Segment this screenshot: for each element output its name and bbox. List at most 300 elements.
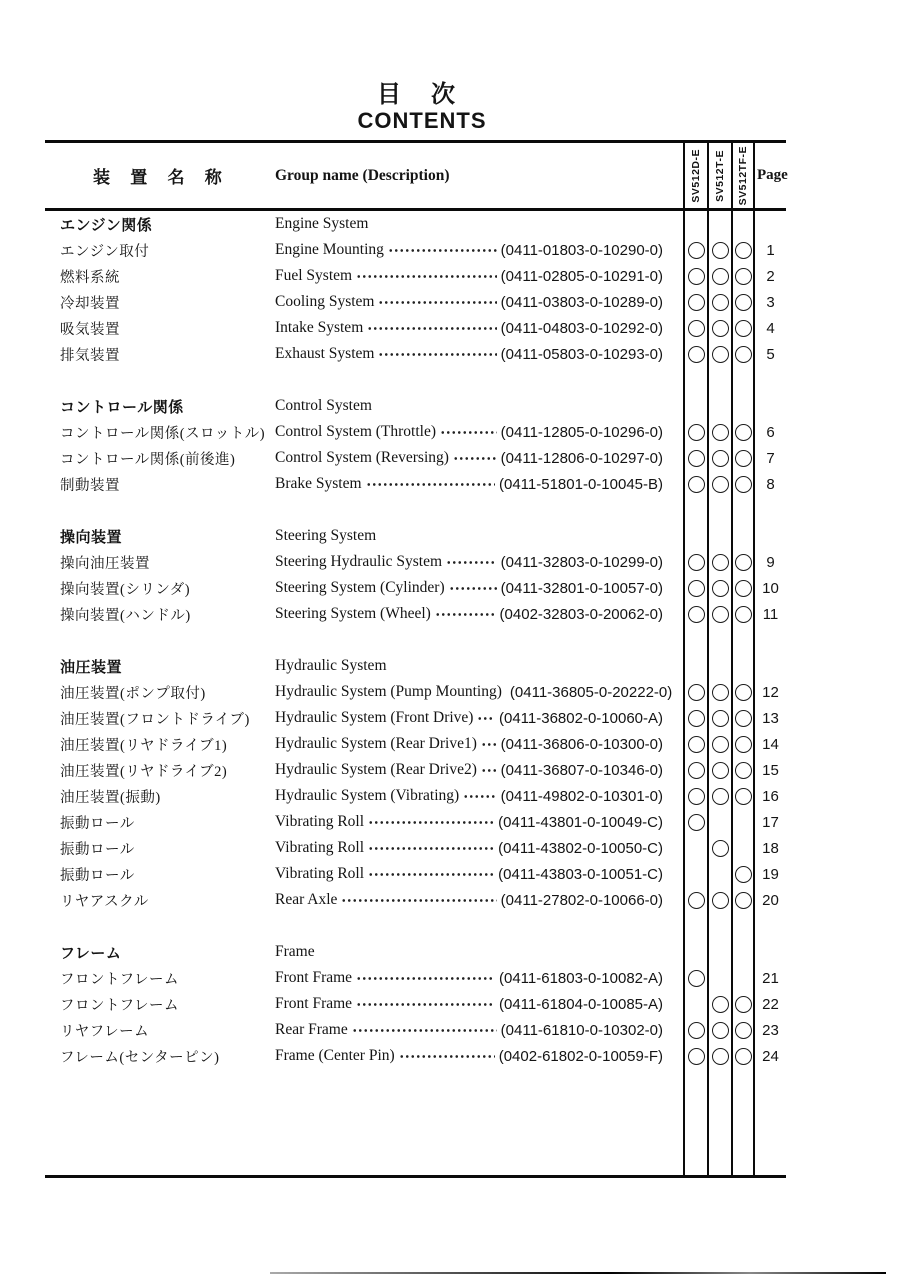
table-row — [45, 757, 786, 783]
row-group-name-en: Hydraulic System (Front Drive) — [275, 709, 474, 726]
row-part-number: (0411-05803-0-10293-0) — [500, 345, 663, 363]
model-mark-cell — [731, 679, 755, 705]
row-part-number: (0411-61803-0-10082-A) — [499, 969, 663, 987]
model-mark-cell — [683, 471, 707, 497]
row-page-number: 20 — [762, 891, 779, 909]
model-mark-cell — [683, 211, 707, 237]
model-mark-cell — [683, 1043, 707, 1069]
dotted-leader — [399, 1053, 495, 1060]
page-title — [262, 82, 582, 133]
applicable-circle-icon — [688, 736, 705, 753]
applicable-circle-icon — [735, 736, 752, 753]
table-row — [45, 289, 786, 315]
model-mark-cell — [731, 1069, 755, 1175]
row-page-number: 3 — [766, 293, 775, 311]
model-mark-cell — [683, 627, 707, 653]
row-part-number: (0411-36802-0-10060-A) — [499, 709, 663, 727]
row-group-name-jp: 操向油圧装置 — [60, 555, 150, 572]
row-part-number: (0402-32803-0-20062-0) — [499, 605, 663, 623]
model-mark-cell — [731, 705, 755, 731]
model-mark-cell — [683, 445, 707, 471]
table-row — [45, 965, 786, 991]
section-name-en: Steering System — [275, 527, 377, 544]
model-mark-cell — [731, 289, 755, 315]
applicable-circle-icon — [688, 346, 705, 363]
applicable-circle-icon — [712, 1022, 729, 1039]
section-gap-row — [45, 627, 786, 653]
column-header-group-name-en: Group name (Description) — [275, 166, 450, 184]
row-group-name-en: Vibrating Roll — [275, 813, 365, 830]
row-group-name-jp: 燃料系統 — [60, 269, 120, 286]
row-page-number: 1 — [766, 241, 775, 259]
row-part-number: (0411-61804-0-10085-A) — [499, 995, 663, 1013]
applicable-circle-icon — [688, 892, 705, 909]
applicable-circle-icon — [712, 476, 729, 493]
model-mark-cell — [707, 757, 731, 783]
model-mark-cell — [683, 991, 707, 1017]
table-row — [45, 263, 786, 289]
row-group-name-jp: 操向装置(シリンダ) — [60, 581, 191, 598]
dotted-leader — [341, 897, 496, 904]
row-part-number: (0411-01803-0-10290-0) — [500, 241, 663, 259]
row-group-name-en: Vibrating Roll — [275, 839, 365, 856]
row-page-number: 6 — [766, 423, 775, 441]
section-name-jp: コントロール関係 — [60, 399, 184, 416]
dotted-leader — [446, 559, 497, 566]
row-group-name-en: Hydraulic System (Rear Drive2) — [275, 761, 477, 778]
model-mark-cell — [707, 991, 731, 1017]
row-group-name-jp: 振動ロール — [60, 815, 135, 832]
model-mark-cell — [683, 679, 707, 705]
model-mark-cell — [731, 887, 755, 913]
model-mark-cell — [707, 627, 731, 653]
model-mark-cell — [707, 523, 731, 549]
row-part-number: (0411-43802-0-10050-C) — [498, 839, 663, 857]
model-mark-cell — [731, 211, 755, 237]
table-row — [45, 419, 786, 445]
table-row — [45, 991, 786, 1017]
row-group-name-jp: フロントフレーム — [60, 997, 179, 1014]
row-page-number: 23 — [762, 1021, 779, 1039]
model-mark-cell — [731, 367, 755, 393]
table-row — [45, 471, 786, 497]
section-gap-row — [45, 497, 786, 523]
applicable-circle-icon — [688, 242, 705, 259]
applicable-circle-icon — [712, 242, 729, 259]
section-name-jp: 油圧装置 — [60, 659, 123, 676]
row-part-number: (0411-49802-0-10301-0) — [500, 787, 663, 805]
model-mark-cell — [731, 497, 755, 523]
row-part-number: (0411-12806-0-10297-0) — [500, 449, 663, 467]
table-row — [45, 887, 786, 913]
model-mark-cell — [731, 523, 755, 549]
model-mark-cell — [683, 757, 707, 783]
row-part-number: (0411-27802-0-10066-0) — [500, 891, 663, 909]
model-mark-cell — [707, 1043, 731, 1069]
model-mark-cell — [683, 705, 707, 731]
row-group-name-en: Steering Hydraulic System — [275, 553, 443, 570]
model-mark-cell — [731, 809, 755, 835]
page-cell — [755, 523, 786, 549]
applicable-circle-icon — [712, 762, 729, 779]
model-mark-cell — [707, 601, 731, 627]
model-mark-cell — [731, 965, 755, 991]
section-name-jp: エンジン関係 — [60, 217, 153, 234]
model-mark-cell — [683, 315, 707, 341]
model-mark-cell — [731, 627, 755, 653]
applicable-circle-icon — [712, 320, 729, 337]
model-mark-cell — [707, 549, 731, 575]
applicable-circle-icon — [735, 1048, 752, 1065]
table-body — [45, 211, 786, 1175]
model-mark-cell — [707, 367, 731, 393]
applicable-circle-icon — [712, 684, 729, 701]
row-group-name-jp: 振動ロール — [60, 841, 135, 858]
model-mark-cell — [731, 1017, 755, 1043]
model-mark-cell — [731, 471, 755, 497]
model-mark-cell — [707, 289, 731, 315]
model-mark-cell — [731, 939, 755, 965]
applicable-circle-icon — [735, 892, 752, 909]
model-mark-cell — [683, 835, 707, 861]
row-part-number: (0411-36807-0-10346-0) — [500, 761, 663, 779]
applicable-circle-icon — [735, 606, 752, 623]
dotted-leader — [378, 299, 496, 306]
applicable-circle-icon — [712, 736, 729, 753]
row-group-name-jp: 振動ロール — [60, 867, 135, 884]
model-mark-cell — [683, 419, 707, 445]
row-group-name-jp: リヤアスクル — [60, 893, 149, 910]
row-part-number: (0411-61810-0-10302-0) — [500, 1021, 663, 1039]
model-mark-cell — [683, 549, 707, 575]
applicable-circle-icon — [712, 554, 729, 571]
model-label: SV512TF-E — [737, 145, 749, 206]
row-page-number: 2 — [766, 267, 775, 285]
row-part-number: (0411-43801-0-10049-C) — [498, 813, 663, 831]
model-mark-cell — [731, 445, 755, 471]
row-group-name-en: Rear Axle — [275, 891, 338, 908]
row-group-name-en: Brake System — [275, 475, 362, 492]
table-row — [45, 237, 786, 263]
applicable-circle-icon — [688, 606, 705, 623]
model-mark-cell — [731, 419, 755, 445]
model-mark-cell — [707, 315, 731, 341]
applicable-circle-icon — [735, 762, 752, 779]
model-mark-cell — [683, 393, 707, 419]
row-group-name-en: Engine Mounting — [275, 241, 384, 258]
model-mark-cell — [683, 887, 707, 913]
row-group-name-en: Steering System (Wheel) — [275, 605, 431, 622]
page-cell — [755, 211, 786, 237]
row-page-number: 10 — [762, 579, 779, 597]
applicable-circle-icon — [735, 580, 752, 597]
applicable-circle-icon — [735, 294, 752, 311]
model-mark-cell — [707, 211, 731, 237]
model-mark-cell — [731, 341, 755, 367]
model-mark-cell — [707, 653, 731, 679]
applicable-circle-icon — [712, 1048, 729, 1065]
row-page-number: 17 — [762, 813, 779, 831]
section-name-en: Frame — [275, 943, 315, 960]
dotted-leader — [453, 455, 497, 462]
dotted-leader — [440, 429, 497, 436]
model-mark-cell — [683, 861, 707, 887]
row-group-name-jp: 油圧装置(ポンプ取付) — [60, 685, 206, 702]
model-mark-cell — [707, 393, 731, 419]
dotted-leader — [477, 715, 495, 722]
model-mark-cell — [683, 913, 707, 939]
model-mark-cell — [707, 1069, 731, 1175]
section-header-row — [45, 393, 786, 419]
row-group-name-jp: フロントフレーム — [60, 971, 179, 988]
model-mark-cell — [707, 861, 731, 887]
row-part-number: (0411-03803-0-10289-0) — [500, 293, 663, 311]
model-mark-cell — [731, 731, 755, 757]
page-title-jp: 目 次 — [377, 82, 467, 108]
row-group-name-jp: リヤフレーム — [60, 1023, 150, 1040]
row-group-name-jp: 吸気装置 — [60, 321, 120, 338]
applicable-circle-icon — [735, 450, 752, 467]
table-row — [45, 705, 786, 731]
row-group-name-jp: 油圧装置(リヤドライブ2) — [60, 763, 228, 780]
row-page-number: 13 — [762, 709, 779, 727]
row-group-name-jp: 冷却装置 — [60, 295, 120, 312]
table-row — [45, 783, 786, 809]
dotted-leader — [367, 325, 496, 332]
column-header-group-name-jp: 装 置 名 称 — [93, 168, 230, 187]
applicable-circle-icon — [688, 424, 705, 441]
section-gap-row — [45, 1069, 786, 1175]
applicable-circle-icon — [688, 762, 705, 779]
model-mark-cell — [707, 965, 731, 991]
section-gap-row — [45, 367, 786, 393]
model-label: SV512D-E — [690, 148, 702, 203]
table-row — [45, 315, 786, 341]
row-part-number: (0411-12805-0-10296-0) — [500, 423, 663, 441]
column-header-page: Page — [757, 167, 788, 183]
row-page-number: 14 — [762, 735, 779, 753]
column-header-model-2 — [707, 143, 731, 208]
table-row — [45, 549, 786, 575]
row-group-name-en: Intake System — [275, 319, 364, 336]
row-group-name-jp: 油圧装置(振動) — [60, 789, 161, 806]
model-mark-cell — [683, 965, 707, 991]
dotted-leader — [463, 793, 496, 800]
applicable-circle-icon — [712, 294, 729, 311]
row-part-number: (0411-43803-0-10051-C) — [498, 865, 663, 883]
row-page-number: 11 — [762, 605, 779, 623]
applicable-circle-icon — [735, 242, 752, 259]
model-mark-cell — [707, 497, 731, 523]
applicable-circle-icon — [735, 996, 752, 1013]
bottom-page-rule — [270, 1272, 886, 1274]
model-mark-cell — [731, 653, 755, 679]
applicable-circle-icon — [735, 710, 752, 727]
model-mark-cell — [683, 653, 707, 679]
model-mark-cell — [683, 809, 707, 835]
page-cell — [755, 393, 786, 419]
row-group-name-en: Hydraulic System (Rear Drive1) — [275, 735, 477, 752]
row-group-name-en: Cooling System — [275, 293, 375, 310]
applicable-circle-icon — [735, 1022, 752, 1039]
applicable-circle-icon — [735, 268, 752, 285]
section-name-en: Control System — [275, 397, 372, 414]
row-part-number: (0411-36805-0-20222-0) — [509, 683, 673, 701]
applicable-circle-icon — [735, 554, 752, 571]
table-row — [45, 445, 786, 471]
applicable-circle-icon — [712, 996, 729, 1013]
applicable-circle-icon — [712, 788, 729, 805]
row-page-number: 7 — [766, 449, 775, 467]
row-page-number: 21 — [762, 969, 779, 987]
model-mark-cell — [707, 679, 731, 705]
model-mark-cell — [731, 575, 755, 601]
row-group-name-jp: フレーム(センターピン) — [60, 1049, 220, 1066]
applicable-circle-icon — [712, 710, 729, 727]
applicable-circle-icon — [735, 346, 752, 363]
row-group-name-en: Fuel System — [275, 267, 353, 284]
row-part-number: (0411-04803-0-10292-0) — [500, 319, 663, 337]
section-gap-row — [45, 913, 786, 939]
row-group-name-jp: エンジン取付 — [60, 243, 150, 260]
model-mark-cell — [707, 835, 731, 861]
model-mark-cell — [731, 237, 755, 263]
model-mark-cell — [707, 939, 731, 965]
row-page-number: 18 — [762, 839, 779, 857]
applicable-circle-icon — [712, 606, 729, 623]
applicable-circle-icon — [712, 268, 729, 285]
applicable-circle-icon — [735, 684, 752, 701]
model-mark-cell — [731, 549, 755, 575]
column-header-model-1 — [683, 143, 707, 208]
model-mark-cell — [683, 939, 707, 965]
row-group-name-jp: コントロール関係(前後進) — [60, 451, 236, 468]
applicable-circle-icon — [688, 476, 705, 493]
model-mark-cell — [707, 887, 731, 913]
applicable-circle-icon — [735, 788, 752, 805]
model-mark-cell — [683, 575, 707, 601]
dotted-leader — [356, 1001, 495, 1008]
model-mark-cell — [683, 1017, 707, 1043]
applicable-circle-icon — [712, 580, 729, 597]
table-row — [45, 341, 786, 367]
model-mark-cell — [731, 757, 755, 783]
model-mark-cell — [707, 913, 731, 939]
model-mark-cell — [731, 263, 755, 289]
model-mark-cell — [683, 1069, 707, 1175]
page-title-en: CONTENTS — [357, 108, 487, 133]
row-group-name-jp: 油圧装置(フロントドライブ) — [60, 711, 250, 728]
column-header-model-3 — [731, 143, 755, 208]
dotted-leader — [356, 975, 495, 982]
applicable-circle-icon — [735, 476, 752, 493]
applicable-circle-icon — [688, 320, 705, 337]
dotted-leader — [481, 767, 497, 774]
model-mark-cell — [683, 341, 707, 367]
applicable-circle-icon — [688, 1022, 705, 1039]
dotted-leader — [352, 1027, 497, 1034]
model-mark-cell — [683, 497, 707, 523]
dotted-leader — [356, 273, 497, 280]
model-mark-cell — [683, 263, 707, 289]
row-page-number: 4 — [766, 319, 775, 337]
row-page-number: 9 — [766, 553, 775, 571]
dotted-leader — [366, 481, 495, 488]
section-name-en: Hydraulic System — [275, 657, 387, 674]
applicable-circle-icon — [688, 684, 705, 701]
applicable-circle-icon — [688, 450, 705, 467]
section-name-jp: 操向装置 — [60, 529, 123, 546]
row-group-name-en: Exhaust System — [275, 345, 375, 362]
row-group-name-en: Front Frame — [275, 969, 353, 986]
section-header-row — [45, 523, 786, 549]
row-part-number: (0411-32803-0-10299-0) — [500, 553, 663, 571]
model-mark-cell — [683, 289, 707, 315]
applicable-circle-icon — [712, 346, 729, 363]
model-mark-cell — [707, 1017, 731, 1043]
model-mark-cell — [731, 913, 755, 939]
table-header-row — [45, 143, 786, 211]
row-page-number: 12 — [762, 683, 779, 701]
section-header-row — [45, 211, 786, 237]
row-page-number: 16 — [762, 787, 779, 805]
model-mark-cell — [707, 419, 731, 445]
row-part-number: (0402-61802-0-10059-F) — [498, 1047, 663, 1065]
applicable-circle-icon — [712, 424, 729, 441]
dotted-leader — [368, 819, 494, 826]
model-mark-cell — [707, 263, 731, 289]
row-group-name-en: Vibrating Roll — [275, 865, 365, 882]
section-name-jp: フレーム — [60, 945, 122, 962]
row-page-number: 24 — [762, 1047, 779, 1065]
table-row — [45, 861, 786, 887]
row-group-name-en: Hydraulic System (Pump Mounting) — [275, 683, 502, 700]
model-mark-cell — [731, 991, 755, 1017]
row-group-name-en: Front Frame — [275, 995, 353, 1012]
model-mark-cell — [683, 601, 707, 627]
row-part-number: (0411-51801-0-10045-B) — [499, 475, 663, 493]
row-group-name-jp: 油圧装置(リヤドライブ1) — [60, 737, 228, 754]
row-page-number: 5 — [766, 345, 775, 363]
model-mark-cell — [731, 393, 755, 419]
row-part-number: (0411-36806-0-10300-0) — [500, 735, 663, 753]
section-header-row — [45, 939, 786, 965]
applicable-circle-icon — [688, 970, 705, 987]
section-name-en: Engine System — [275, 215, 369, 232]
applicable-circle-icon — [688, 294, 705, 311]
model-mark-cell — [683, 523, 707, 549]
contents-table — [45, 140, 786, 1178]
model-mark-cell — [731, 315, 755, 341]
row-group-name-jp: 制動装置 — [60, 477, 120, 494]
model-mark-cell — [731, 835, 755, 861]
dotted-leader — [388, 247, 497, 254]
dotted-leader — [368, 845, 494, 852]
applicable-circle-icon — [688, 788, 705, 805]
table-row — [45, 731, 786, 757]
applicable-circle-icon — [688, 580, 705, 597]
table-row — [45, 601, 786, 627]
dotted-leader — [368, 871, 494, 878]
model-label: SV512T-E — [714, 149, 726, 202]
row-group-name-jp: コントロール関係(スロットル) — [60, 425, 266, 442]
applicable-circle-icon — [712, 892, 729, 909]
row-group-name-jp: 操向装置(ハンドル) — [60, 607, 191, 624]
row-part-number: (0411-02805-0-10291-0) — [500, 267, 663, 285]
model-mark-cell — [731, 1043, 755, 1069]
row-page-number: 22 — [762, 995, 779, 1013]
model-mark-cell — [707, 705, 731, 731]
